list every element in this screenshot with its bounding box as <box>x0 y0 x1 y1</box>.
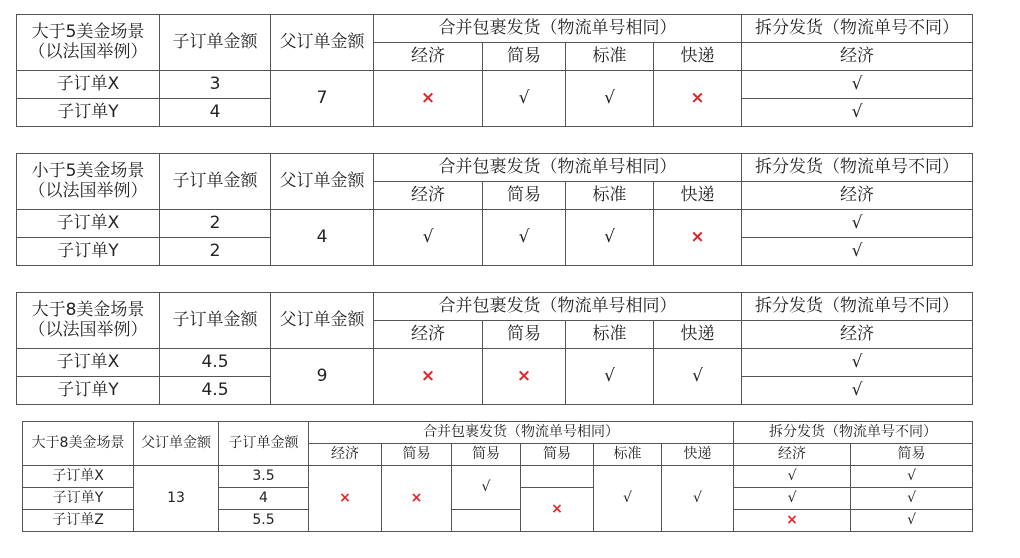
check-icon: √ <box>654 349 742 405</box>
check-icon: √ <box>374 210 483 266</box>
child-amount-header: 子订单金额 <box>160 154 271 210</box>
check-icon: √ <box>851 488 973 510</box>
child-amount: 4.5 <box>160 349 271 377</box>
check-icon: √ <box>851 510 973 532</box>
parent-amount-header: 父订单金额 <box>271 154 374 210</box>
check-icon: √ <box>734 488 851 510</box>
table-row <box>17 71 973 99</box>
merge-type-simple: 简易 <box>483 43 566 71</box>
check-icon: √ <box>566 349 654 405</box>
child-amount: 2 <box>160 238 271 266</box>
cross-icon: × <box>521 488 594 532</box>
check-icon: √ <box>452 466 521 510</box>
parent-amount: 4 <box>271 210 374 266</box>
check-icon: √ <box>742 377 973 405</box>
cross-icon: × <box>654 71 742 127</box>
table-row <box>17 349 973 377</box>
scenario-table-1 <box>16 14 973 127</box>
check-icon: √ <box>742 349 973 377</box>
cross-icon: × <box>654 210 742 266</box>
child-amount-header: 子订单金额 <box>160 293 271 349</box>
table-row <box>17 210 973 238</box>
merge-type-express: 快递 <box>654 182 742 210</box>
merge-shipping-header: 合并包裹发货（物流单号相同） <box>374 15 742 43</box>
merge-type-standard: 标准 <box>566 43 654 71</box>
parent-amount-header: 父订单金额 <box>271 293 374 349</box>
check-icon: √ <box>742 238 973 266</box>
merge-type-simple: 简易 <box>521 444 594 466</box>
split-shipping-header: 拆分发货（物流单号不同） <box>742 293 973 321</box>
check-icon: √ <box>742 99 973 127</box>
merge-type-simple: 简易 <box>382 444 452 466</box>
split-shipping-header: 拆分发货（物流单号不同） <box>734 422 973 444</box>
scenario-title: 大于8美金场景 <box>23 422 134 466</box>
scenario-cell <box>17 15 160 71</box>
check-icon: √ <box>566 71 654 127</box>
scenario-title: 大于8美金场景 <box>31 299 145 320</box>
merge-type-economy: 经济 <box>309 444 382 466</box>
scenario-title: 大于5美金场景 <box>31 21 145 42</box>
scenario-note: （以法国举例） <box>28 180 148 201</box>
split-type-simple: 简易 <box>851 444 973 466</box>
merge-type-economy: 经济 <box>374 43 483 71</box>
merge-type-express: 快递 <box>662 444 734 466</box>
child-amount-header: 子订单金额 <box>160 15 271 71</box>
row-label: 子订单Y <box>17 377 160 405</box>
check-icon: √ <box>742 71 973 99</box>
empty-cell <box>452 510 521 532</box>
child-amount: 3.5 <box>219 466 309 488</box>
check-icon: √ <box>483 210 566 266</box>
merge-shipping-header: 合并包裹发货（物流单号相同） <box>309 422 734 444</box>
merge-type-simple: 简易 <box>483 321 566 349</box>
child-amount: 4 <box>160 99 271 127</box>
merge-type-express: 快递 <box>654 43 742 71</box>
merge-type-simple: 简易 <box>452 444 521 466</box>
cross-icon: × <box>309 466 382 532</box>
split-shipping-header: 拆分发货（物流单号不同） <box>742 15 973 43</box>
child-amount: 3 <box>160 71 271 99</box>
check-icon: √ <box>483 71 566 127</box>
row-label: 子订单X <box>17 349 160 377</box>
cross-icon: × <box>374 349 483 405</box>
merge-type-express: 快递 <box>654 321 742 349</box>
scenario-table-2 <box>16 153 973 266</box>
merge-shipping-header: 合并包裹发货（物流单号相同） <box>374 293 742 321</box>
split-type-economy: 经济 <box>734 444 851 466</box>
scenario-table-3 <box>16 292 973 405</box>
row-label: 子订单Y <box>17 238 160 266</box>
merge-type-standard: 标准 <box>566 321 654 349</box>
check-icon: √ <box>734 466 851 488</box>
scenario-title: 小于5美金场景 <box>31 160 145 181</box>
parent-amount: 9 <box>271 349 374 405</box>
check-icon: √ <box>594 466 662 532</box>
split-type-economy: 经济 <box>742 182 973 210</box>
row-label: 子订单X <box>23 466 134 488</box>
child-amount: 4 <box>219 488 309 510</box>
empty-cell <box>521 466 594 488</box>
check-icon: √ <box>566 210 654 266</box>
scenario-note: （以法国举例） <box>28 319 148 340</box>
check-icon: √ <box>662 466 734 532</box>
row-label: 子订单X <box>17 71 160 99</box>
check-icon: √ <box>742 210 973 238</box>
cross-icon: × <box>483 349 566 405</box>
merge-type-standard: 标准 <box>566 182 654 210</box>
merge-shipping-header: 合并包裹发货（物流单号相同） <box>374 154 742 182</box>
parent-amount-header: 父订单金额 <box>271 15 374 71</box>
parent-amount: 13 <box>134 466 219 532</box>
scenario-cell <box>17 293 160 349</box>
parent-amount: 7 <box>271 71 374 127</box>
row-label: 子订单X <box>17 210 160 238</box>
cross-icon: × <box>734 510 851 532</box>
child-amount: 2 <box>160 210 271 238</box>
scenario-table-4 <box>22 421 973 532</box>
check-icon: √ <box>851 466 973 488</box>
scenario-note: （以法国举例） <box>28 41 148 62</box>
merge-type-economy: 经济 <box>374 182 483 210</box>
scenario-cell <box>17 154 160 210</box>
split-shipping-header: 拆分发货（物流单号不同） <box>742 154 973 182</box>
child-amount-header: 子订单金额 <box>219 422 309 466</box>
merge-type-economy: 经济 <box>374 321 483 349</box>
child-amount: 5.5 <box>219 510 309 532</box>
child-amount: 4.5 <box>160 377 271 405</box>
merge-type-standard: 标准 <box>594 444 662 466</box>
parent-amount-header: 父订单金额 <box>134 422 219 466</box>
split-type-economy: 经济 <box>742 43 973 71</box>
row-label: 子订单Y <box>23 488 134 510</box>
row-label: 子订单Z <box>23 510 134 532</box>
cross-icon: × <box>382 466 452 532</box>
row-label: 子订单Y <box>17 99 160 127</box>
merge-type-simple: 简易 <box>483 182 566 210</box>
cross-icon: × <box>374 71 483 127</box>
table-row <box>23 466 973 488</box>
split-type-economy: 经济 <box>742 321 973 349</box>
